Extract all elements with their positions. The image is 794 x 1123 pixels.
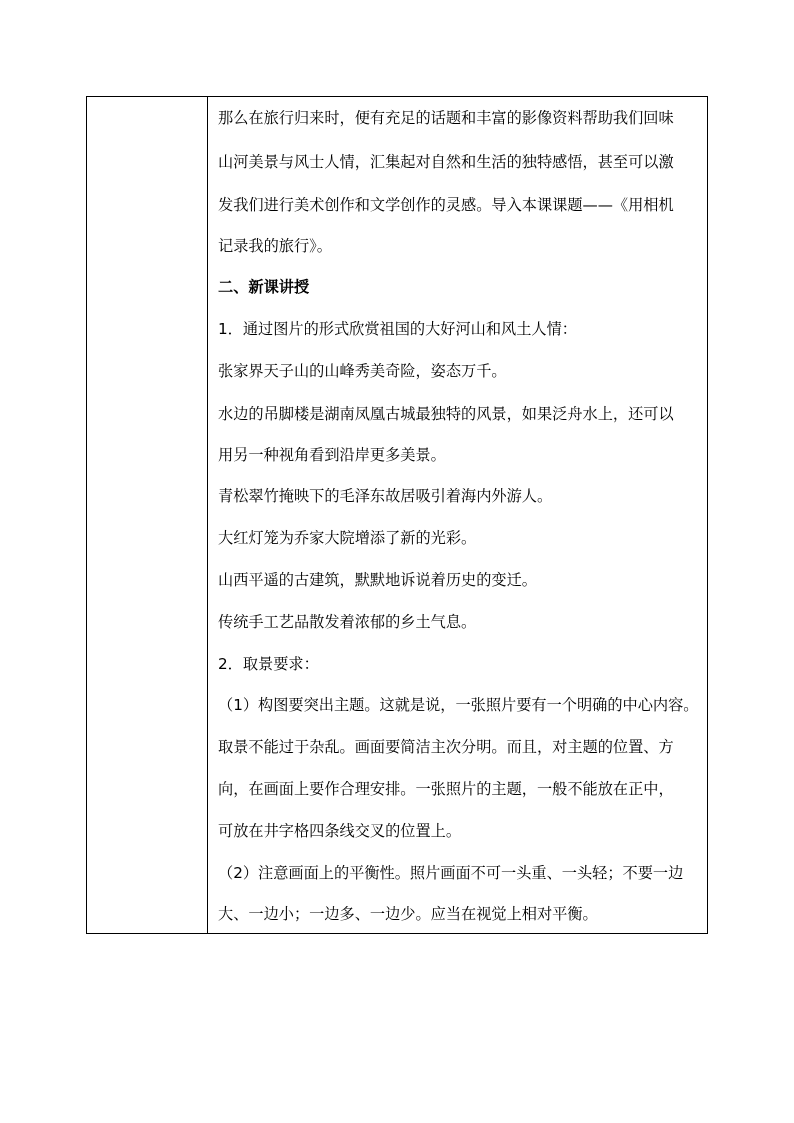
text-line: 2．取景要求： xyxy=(218,655,319,673)
text-line: （2）注意画面上的平衡性。照片画面不可一头重、一头轻；不要一边 xyxy=(218,864,684,882)
text-line: 山河美景与风士人情，汇集起对自然和生活的独特感悟，甚至可以激 xyxy=(218,153,674,171)
text-line: 水边的吊脚楼是湖南凤凰古城最独特的风景，如果泛舟水上，还可以 xyxy=(218,405,674,423)
text-line: 记录我的旅行》。 xyxy=(218,237,332,255)
text-line: （1）构图要突出主题。这就是说，一张照片要有一个明确的中心内容。 xyxy=(218,696,699,714)
text-line: 张家界天子山的山峰秀美奇险，姿态万千。 xyxy=(218,362,507,380)
text-line: 山西平遥的古建筑，默默地诉说着历史的变迁。 xyxy=(218,571,537,589)
text-line: 可放在井字格四条线交叉的位置上。 xyxy=(218,822,461,840)
text-line: 取景不能过于杂乱。画面要简洁主次分明。而且，对主题的位置、方 xyxy=(218,738,674,756)
table-content-cell xyxy=(208,97,707,933)
text-line: 那么在旅行归来时，便有充足的话题和丰富的影像资料帮助我们回味 xyxy=(218,109,674,127)
section-heading: 二、新课讲授 xyxy=(218,278,310,296)
text-line: 发我们进行美术创作和文学创作的灵感。导入本课课题——《用相机 xyxy=(218,196,674,214)
text-line: 用另一种视角看到沿岸更多美景。 xyxy=(218,446,446,464)
text-line: 青松翠竹掩映下的毛泽东故居吸引着海内外游人。 xyxy=(218,487,553,505)
text-line: 大红灯笼为乔家大院增添了新的光彩。 xyxy=(218,529,477,547)
text-line: 大、一边小；一边多、一边少。应当在视觉上相对平衡。 xyxy=(218,905,598,923)
text-line: 1．通过图片的形式欣赏祖国的大好河山和风土人情： xyxy=(218,320,577,338)
lesson-table xyxy=(86,96,708,934)
text-line: 向，在画面上要作合理安排。一张照片的主题，一般不能放在正中， xyxy=(218,780,674,798)
text-line: 传统手工艺品散发着浓郁的乡土气息。 xyxy=(218,613,477,631)
table-left-cell xyxy=(87,97,208,933)
